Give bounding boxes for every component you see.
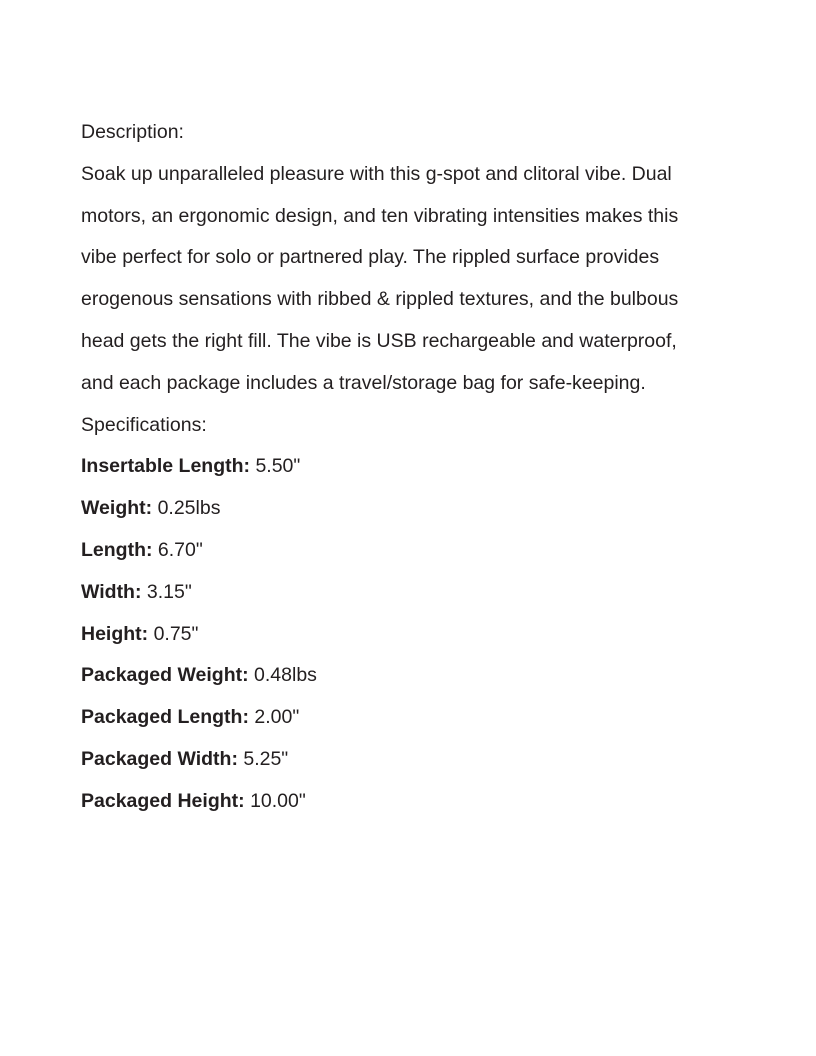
spec-key: Weight: <box>81 497 153 520</box>
spec-value: 3.15" <box>146 580 192 603</box>
list-item <box>81 739 716 781</box>
spec-key: Packaged Length: <box>81 706 249 729</box>
spec-value: 5.25" <box>243 747 289 770</box>
spec-value: 2.00" <box>254 706 300 729</box>
list-item <box>81 530 716 572</box>
spec-value: 5.50" <box>255 455 301 478</box>
spec-value: 0.48lbs <box>254 664 317 687</box>
list-item <box>81 446 716 488</box>
specifications-list <box>81 446 716 822</box>
spec-key: Packaged Weight: <box>81 664 249 687</box>
list-item <box>81 488 716 530</box>
document-body <box>81 112 716 823</box>
spec-value: 0.25lbs <box>157 497 221 520</box>
list-item <box>81 781 716 823</box>
spec-value: 6.70" <box>157 538 203 561</box>
list-item <box>81 572 716 614</box>
list-item <box>81 655 716 697</box>
list-item <box>81 697 716 739</box>
spec-key: Packaged Height: <box>81 789 245 812</box>
spec-key: Width: <box>81 580 142 603</box>
specifications-heading: Specifications: <box>81 413 207 436</box>
spec-key: Insertable Length: <box>81 455 251 478</box>
spec-value: 10.00" <box>250 789 306 812</box>
list-item <box>81 614 716 656</box>
description-heading: Description: <box>81 121 184 143</box>
spec-key: Packaged Width: <box>81 747 238 770</box>
spec-value: 0.75" <box>153 622 199 645</box>
spec-key: Height: <box>81 622 149 645</box>
spec-key: Length: <box>81 538 153 561</box>
description-paragraph: Soak up unparalleled pleasure with this g-spot and clitoral vibe. Dual motors, an ergonomic design, and ten vibrating intensities makes this vibe perfect for solo or partnered play. The rippled surface provides erogenous sensations with ribbed & rippled textures, and the bulbous head gets the right fill. The vibe is USB rechargeable and waterproof, and each package includes a travel/storage bag for safe-keeping. <box>81 162 679 394</box>
